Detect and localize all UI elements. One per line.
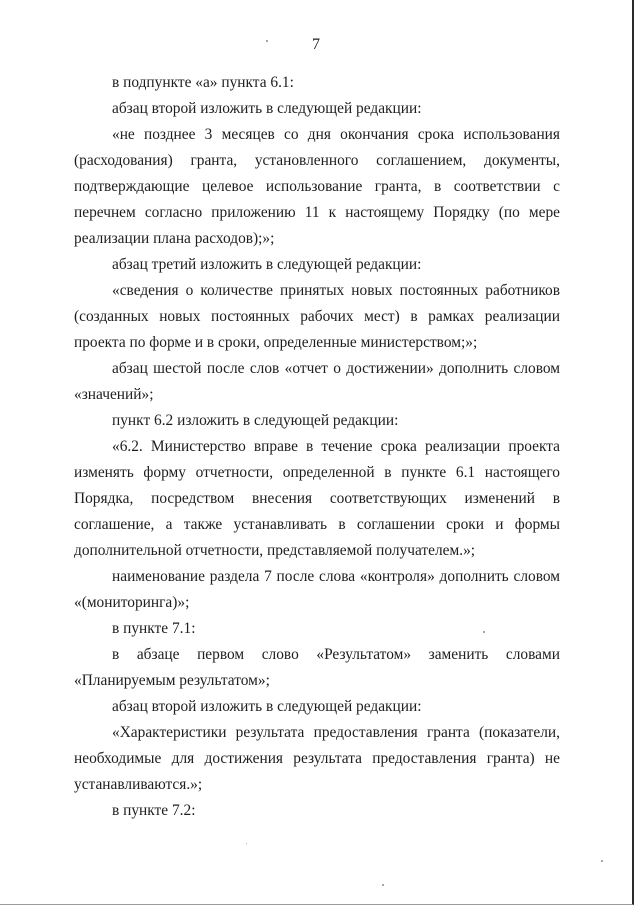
document-body	[74, 70, 560, 824]
scan-speck	[483, 631, 485, 633]
paragraph: в подпункте «а» пункта 6.1:	[112, 74, 294, 91]
page-number: 7	[312, 36, 320, 53]
paragraph: абзац второй изложить в следующей редакции:	[112, 100, 422, 117]
paragraph: «6.2. Министерство вправе в течение срока реализации проекта изменять форму отчетности, определенной в пункте 6.1 настоящего Порядка, посредством внесения соответствующих изменений в соглашение, а также устанавливать в соглашении сроки и формы дополнительной отчетности, представляемой получателем.»;	[74, 438, 560, 559]
scan-speck	[246, 843, 247, 844]
paragraph: наименование раздела 7 после слова «контроля» дополнить словом «(мониторинга)»;	[74, 568, 560, 611]
scan-speck	[601, 860, 603, 862]
paragraph: «Характеристики результата предоставления гранта (показатели, необходимые для достижения результата предоставления гранта) не устанавливаются.»;	[74, 724, 560, 793]
paragraph: «не позднее 3 месяцев со дня окончания срока использования (расходования) гранта, установленного соглашением, документы, подтверждающие целевое использование гранта, в соответствии с перечнем согласно приложению 11 к настоящему Порядку (по мере реализации плана расходов);»;	[74, 126, 560, 247]
paragraph: абзац третий изложить в следующей редакции:	[112, 256, 422, 273]
scan-speck	[382, 884, 384, 886]
paragraph: пункт 6.2 изложить в следующей редакции:	[112, 412, 399, 429]
scan-speck	[266, 40, 268, 42]
paragraph: «сведения о количестве принятых новых постоянных работников (созданных новых постоянных рабочих мест) в рамках реализации проекта по форме и в сроки, определенные министерством;»;	[74, 282, 560, 351]
paragraph: в пункте 7.1:	[112, 620, 196, 637]
paragraph: в пункте 7.2:	[112, 802, 196, 819]
paragraph: абзац второй изложить в следующей редакции:	[112, 698, 422, 715]
paragraph: в абзаце первом слово «Результатом» заменить словами «Планируемым результатом»;	[74, 646, 560, 689]
paragraph: абзац шестой после слов «отчет о достижении» дополнить словом «значений»;	[74, 360, 560, 403]
